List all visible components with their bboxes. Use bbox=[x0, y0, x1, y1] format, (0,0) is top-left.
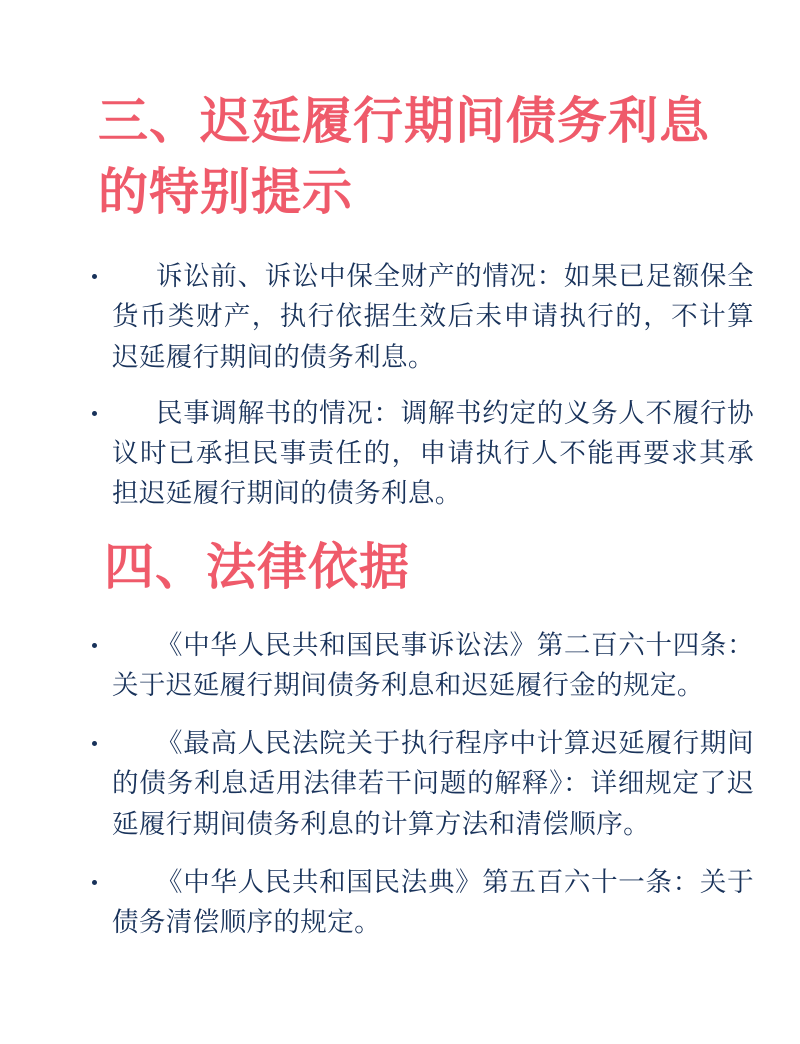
section-special-notes bbox=[46, 86, 754, 514]
bullet-dot-icon bbox=[92, 741, 97, 746]
bullet-list-special-notes bbox=[46, 256, 754, 514]
section-legal-basis bbox=[46, 532, 754, 943]
bullet-dot-icon bbox=[92, 880, 97, 885]
section-heading-three: 三、迟延履行期间债务利息的特别提示 bbox=[98, 93, 710, 220]
list-item-text: 《中华人民共和国民法典》第五百六十一条：关于债务清偿顺序的规定。 bbox=[112, 866, 754, 938]
list-item bbox=[46, 625, 754, 706]
bullet-list-legal-basis bbox=[46, 625, 754, 943]
list-item-text: 《中华人民共和国民事诉讼法》第二百六十四条：关于迟延履行期间债务利息和迟延履行金的规定。 bbox=[112, 629, 754, 700]
section-heading-four: 四、法律依据 bbox=[104, 538, 410, 595]
bullet-dot-icon bbox=[92, 643, 97, 648]
list-item-text: 诉讼前、诉讼中保全财产的情况：如果已足额保全货币类财产，执行依据生效后未申请执行的，不计算迟延履行期间的债务利息。 bbox=[112, 261, 754, 372]
list-item bbox=[46, 393, 754, 514]
list-item-text: 民事调解书的情况：调解书约定的义务人不履行协议时已承担民事责任的，申请执行人不能再要求其承担迟延履行期间的债务利息。 bbox=[112, 397, 754, 509]
bullet-dot-icon bbox=[92, 274, 97, 279]
bullet-dot-icon bbox=[92, 411, 97, 416]
list-item bbox=[46, 862, 754, 943]
list-item bbox=[46, 723, 754, 844]
list-item-text: 《最高人民法院关于执行程序中计算迟延履行期间的债务利息适用法律若干问题的解释》：详细规定了迟延履行期间债务利息的计算方法和清偿顺序。 bbox=[112, 728, 754, 839]
list-item bbox=[46, 256, 754, 377]
